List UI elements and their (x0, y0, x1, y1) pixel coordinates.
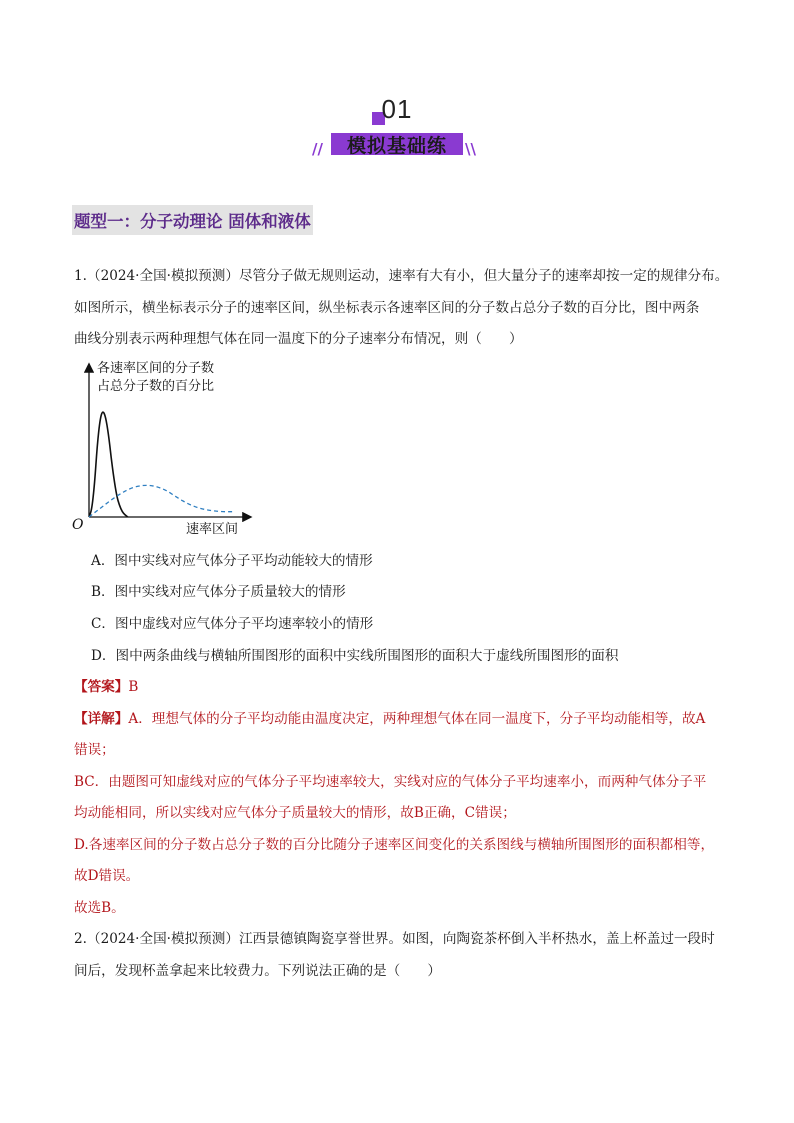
q1-stem-line2: 如图所示，横坐标表示分子的速率区间，纵坐标表示各速率区间的分子数占总分子数的百分比，图中两条 (74, 300, 700, 316)
section-heading: 题型一：分子动理论 固体和液体 (72, 205, 313, 235)
q1-explain-d-line1: D.各速率区间的分子数占总分子数的百分比随分子速率区间变化的关系图线与横轴所围图形的面积都相等， (74, 837, 715, 853)
answer-label: 【答案】 (74, 679, 129, 695)
q1-conclusion: 故选B。 (74, 900, 125, 916)
q1-stem-line1: 1.（2024·全国·模拟预测）尽管分子做无规则运动，速率有大有小，但大量分子的速率却按一定的规律分布。 (74, 268, 729, 284)
dashed-curve-series (89, 485, 233, 517)
q1-option-c: C．图中虚线对应气体分子平均速率较小的情形 (91, 616, 374, 632)
section-title: 模拟基础练 (346, 135, 447, 157)
speed-distribution-chart (70, 357, 260, 539)
y-axis-label-line1: 各速率区间的分子数 (97, 361, 215, 376)
explain-label: 【详解】 (74, 711, 129, 727)
explain-a1-text: A．理想气体的分子平均动能由温度决定，两种理想气体在同一温度下，分子平均动能相等，故A (128, 711, 706, 727)
slash-right-decoration: \\ (465, 140, 476, 158)
q1-explain-a-line1 (74, 709, 734, 729)
q1-stem-line3: 曲线分别表示两种理想气体在同一温度下的分子速率分布情况，则（ ） (74, 331, 523, 347)
q1-option-d: D．图中两条曲线与横轴所围图形的面积中实线所围图形的面积大于虚线所围图形的面积 (91, 648, 619, 664)
q1-explain-bc-line1: BC．由题图可知虚线对应的气体分子平均速率较大，实线对应的气体分子平均速率小，而两种气体分子平 (74, 774, 707, 790)
solid-curve-series (89, 412, 128, 517)
q1-answer (74, 677, 734, 697)
section-number: 01 (381, 94, 413, 124)
q1-explain-d-line2: 故D错误。 (74, 868, 140, 884)
q2-stem-line1: 2.（2024·全国·模拟预测）江西景德镇陶瓷享誉世界。如图，向陶瓷茶杯倒入半杯热水，盖上杯盖过一段时 (74, 931, 715, 947)
slash-left-decoration: // (312, 140, 323, 158)
q2-stem-line2: 间后，发现杯盖拿起来比较费力。下列说法正确的是（ ） (74, 963, 442, 979)
q1-option-b: B．图中实线对应气体分子质量较大的情形 (91, 584, 346, 600)
q1-explain-bc-line2: 均动能相同，所以实线对应气体分子质量较大的情形，故B正确，C错误； (74, 805, 516, 821)
q1-explain-a-line2: 错误； (74, 742, 115, 758)
y-axis-label-line2: 占总分子数的百分比 (97, 379, 215, 394)
q1-option-a: A．图中实线对应气体分子平均动能较大的情形 (91, 553, 373, 569)
x-axis-label: 速率区间 (186, 522, 239, 537)
origin-label: O (72, 517, 84, 533)
answer-value: B (128, 679, 139, 695)
